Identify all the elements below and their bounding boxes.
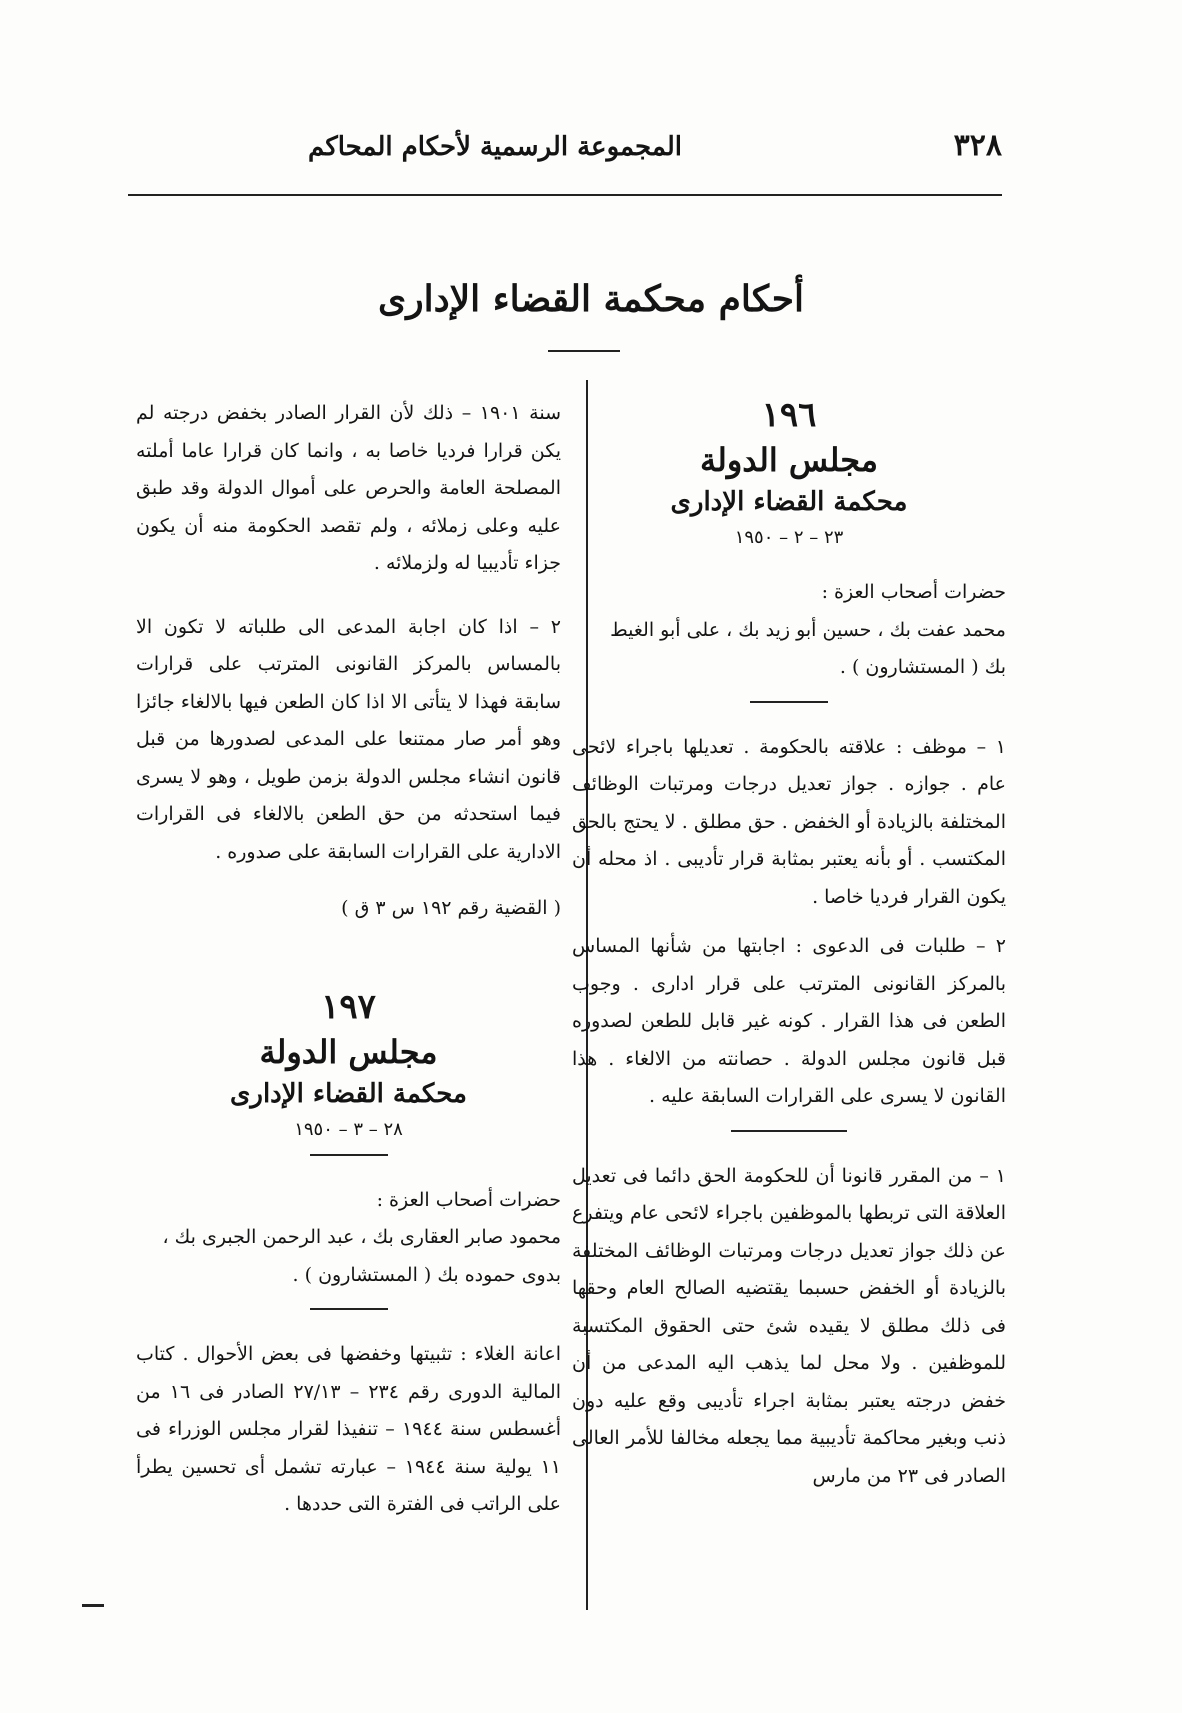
court-name: مجلس الدولة xyxy=(259,1032,438,1071)
subcourt-name: محكمة القضاء الإدارى xyxy=(670,487,908,517)
header-rule xyxy=(128,194,1002,196)
page-number: ٣٢٨ xyxy=(953,128,1002,163)
case-number-197: ١٩٧ xyxy=(321,986,376,1027)
right-column xyxy=(572,395,1006,1495)
separator-rule xyxy=(310,1308,388,1310)
judges-intro: حضرات أصحاب العزة : xyxy=(376,1188,561,1211)
court-name: مجلس الدولة xyxy=(699,441,879,479)
separator-rule xyxy=(750,701,828,703)
principle-1-continuation: سنة ١٩٠١ – ذلك لأن القرار الصادر بخفض درجته لم يكن قرارا فرديا خاصا به ، وانما كان قرارا عاما أملته المصلحة العامة والحرص على أموال الدولة وقد طبق عليه وعلى زملائه ، ولم تقصد الحكومة منه أن يكون جزاء تأديبيا له ولزملائه . xyxy=(136,402,561,574)
headnote: اعانة الغلاء : تثبيتها وخفضها فى بعض الأحوال . كتاب المالية الدورى رقم ٢٣٤ – ٢٧/١٣ الصادر فى ١٦ من أغسطس سنة ١٩٤٤ – تنفيذا لقرار مجلس الوزراء فى ١١ يولية سنة ١٩٤٤ – عبارته تشمل أى تحسين يطرأ على الراتب فى الفترة التى حددها . xyxy=(136,1343,561,1515)
section-title: أحكام محكمة القضاء الإدارى xyxy=(378,278,804,320)
judges-names: محمود صابر العقارى بك ، عبد الرحمن الجبرى بك ، xyxy=(162,1226,561,1248)
principle-2: ٢ – اذا كان اجابة المدعى الى طلباته لا تكون الا بالمساس بالمركز القانونى المترتب على قرارات سابقة فهذا لا يتأتى الا اذا كان الطعن فيها بالالغاء جائزا وهو أمر صار ممتنعا على المدعى لصدورها من قبل قانون انشاء مجلس الدولة بزمن طويل ، وهو لا يسرى فيما استحدثه من حق الطعن بالالغاء فى القرارات الادارية على القرارات السابقة على صدوره . xyxy=(136,615,561,863)
running-title: المجموعة الرسمية لأحكام المحاكم xyxy=(308,132,682,162)
judgment-date: ٢٣ – ٢ – ١٩٥٠ xyxy=(734,527,844,548)
judges-names-cont: بك ( المستشارون ) . xyxy=(839,656,1006,678)
judges-intro: حضرات أصحاب العزة : xyxy=(821,581,1006,603)
headnote-2: ٢ – طلبات فى الدعوى : اجابتها من شأنها المساس بالمركز القانونى المترتب على قرار ادارى . وجوب الطعن فى هذا القرار . كونه غير قابل للطعن لصدوره قبل قانون مجلس الدولة . حصانته من الالغاء . هذا القانون لا يسرى على القرارات السابقة عليه . xyxy=(572,935,1006,1107)
judgment-date: ٢٨ – ٣ – ١٩٥٠ xyxy=(294,1118,403,1140)
judges-names-cont: بدوى حموده بك ( المستشارون ) . xyxy=(292,1263,561,1286)
separator-rule xyxy=(310,1154,388,1156)
left-column xyxy=(136,395,561,1524)
principle-1: ١ – من المقرر قانونا أن للحكومة الحق دائما فى تعديل العلاقة التى تربطها بالموظفين باجراء لائحى عام ويتفرع عن ذلك جواز تعديل درجات ومرتبات الوظائف المختلفة بالزيادة أو الخفض حسبما يقتضيه الصالح العام وحقها فى ذلك مطلق لا يقيده شئ حتى الحقوق المكتسبة للموظفين . ولا محل لما يذهب اليه المدعى من أن خفض درجته يعتبر بمثابة اجراء تأديبى وقع عليه دون ذنب وبغير محاكمة تأديبية مما يجعله مخالفا للأمر العالى الصادر فى ٢٣ من مارس xyxy=(572,1164,1006,1487)
judges-names: محمد عفت بك ، حسين أبو زيد بك ، على أبو الغيط xyxy=(610,618,1006,641)
subcourt-name: محكمة القضاء الإدارى xyxy=(230,1078,467,1109)
margin-mark xyxy=(82,1604,104,1607)
running-header xyxy=(128,128,1002,172)
case-reference: ( القضية رقم ١٩٢ س ٣ ق ) xyxy=(341,897,561,919)
title-rule xyxy=(548,350,620,352)
separator-rule xyxy=(731,1130,847,1132)
case-number-196: ١٩٦ xyxy=(761,395,817,435)
headnote-1: ١ – موظف : علاقته بالحكومة . تعديلها باجراء لائحى عام . جوازه . جواز تعديل درجات ومرتبات الوظائف المختلفة بالزيادة أو الخفض . حق مطلق . لا يحتج بالحق المكتسب . أو بأنه يعتبر بمثابة قرار تأديبى . اذ محله أن يكون القرار فرديا خاصا . xyxy=(572,735,1006,908)
